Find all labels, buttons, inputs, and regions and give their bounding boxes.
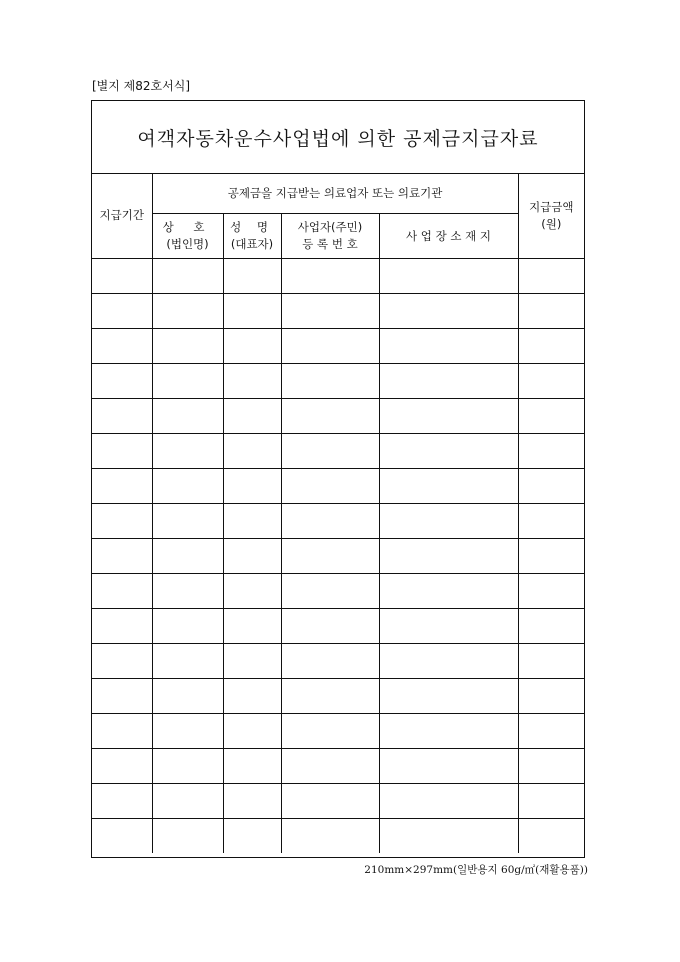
cell-regno[interactable] <box>281 399 379 434</box>
cell-trade-name[interactable] <box>152 259 223 294</box>
table-row <box>92 364 584 399</box>
table-row <box>92 399 584 434</box>
header-row-1 <box>92 173 584 214</box>
cell-name[interactable] <box>223 259 281 294</box>
cell-trade-name[interactable] <box>152 679 223 714</box>
cell-address[interactable] <box>379 644 518 679</box>
header-trade-name <box>152 214 223 259</box>
table-row <box>92 679 584 714</box>
cell-amount[interactable] <box>518 329 584 364</box>
cell-name[interactable] <box>223 644 281 679</box>
table-row <box>92 749 584 784</box>
cell-trade-name[interactable] <box>152 574 223 609</box>
cell-address[interactable] <box>379 539 518 574</box>
cell-name[interactable] <box>223 714 281 749</box>
cell-amount[interactable] <box>518 574 584 609</box>
payment-table <box>92 173 584 853</box>
cell-period[interactable] <box>92 539 152 574</box>
table-row <box>92 434 584 469</box>
cell-address[interactable] <box>379 364 518 399</box>
header-address: 사 업 장 소 재 지 <box>379 214 518 259</box>
cell-regno[interactable] <box>281 784 379 819</box>
cell-period[interactable] <box>92 679 152 714</box>
cell-period[interactable] <box>92 259 152 294</box>
cell-period[interactable] <box>92 714 152 749</box>
cell-trade-name[interactable] <box>152 819 223 854</box>
cell-period[interactable] <box>92 434 152 469</box>
cell-trade-name[interactable] <box>152 714 223 749</box>
cell-regno[interactable] <box>281 714 379 749</box>
cell-amount[interactable] <box>518 364 584 399</box>
paper-spec-note: 210mm×297mm(일반용지 60g/㎡(재활용품)) <box>364 864 588 876</box>
table-row <box>92 644 584 679</box>
cell-address[interactable] <box>379 504 518 539</box>
cell-trade-name[interactable] <box>152 644 223 679</box>
table-row <box>92 329 584 364</box>
cell-amount[interactable] <box>518 679 584 714</box>
cell-regno[interactable] <box>281 819 379 854</box>
cell-name[interactable] <box>223 784 281 819</box>
cell-address[interactable] <box>379 469 518 504</box>
table-row <box>92 259 584 294</box>
cell-regno[interactable] <box>281 574 379 609</box>
table-row <box>92 574 584 609</box>
cell-amount[interactable] <box>518 784 584 819</box>
table-row <box>92 819 584 854</box>
cell-name[interactable] <box>223 749 281 784</box>
title-box <box>92 101 584 174</box>
cell-amount[interactable] <box>518 819 584 854</box>
cell-period[interactable] <box>92 574 152 609</box>
cell-address[interactable] <box>379 609 518 644</box>
cell-regno[interactable] <box>281 259 379 294</box>
cell-amount[interactable] <box>518 469 584 504</box>
cell-trade-name[interactable] <box>152 504 223 539</box>
cell-regno[interactable] <box>281 294 379 329</box>
table-row <box>92 469 584 504</box>
table-row <box>92 504 584 539</box>
cell-address[interactable] <box>379 259 518 294</box>
cell-period[interactable] <box>92 609 152 644</box>
cell-period[interactable] <box>92 644 152 679</box>
cell-regno[interactable] <box>281 329 379 364</box>
cell-amount[interactable] <box>518 294 584 329</box>
cell-amount[interactable] <box>518 399 584 434</box>
cell-name[interactable] <box>223 574 281 609</box>
cell-address[interactable] <box>379 434 518 469</box>
form-title: 여객자동차운수사업법에 의한 공제금지급자료 <box>137 127 539 150</box>
cell-address[interactable] <box>379 679 518 714</box>
cell-trade-name[interactable] <box>152 399 223 434</box>
cell-period[interactable] <box>92 784 152 819</box>
cell-regno[interactable] <box>281 539 379 574</box>
cell-trade-name[interactable] <box>152 294 223 329</box>
cell-regno[interactable] <box>281 364 379 399</box>
cell-name[interactable] <box>223 364 281 399</box>
cell-regno[interactable] <box>281 679 379 714</box>
header-amount-line1: 지급금액 <box>529 199 574 214</box>
cell-name[interactable] <box>223 679 281 714</box>
cell-trade-name[interactable] <box>152 469 223 504</box>
header-trade-name-line1: 상 호 <box>162 220 213 234</box>
cell-name[interactable] <box>223 539 281 574</box>
cell-amount[interactable] <box>518 434 584 469</box>
cell-period[interactable] <box>92 819 152 854</box>
form-frame <box>91 100 585 858</box>
header-name <box>223 214 281 259</box>
cell-address[interactable] <box>379 784 518 819</box>
cell-amount[interactable] <box>518 259 584 294</box>
cell-period[interactable] <box>92 399 152 434</box>
cell-address[interactable] <box>379 749 518 784</box>
cell-amount[interactable] <box>518 749 584 784</box>
cell-amount[interactable] <box>518 714 584 749</box>
cell-trade-name[interactable] <box>152 609 223 644</box>
cell-period[interactable] <box>92 469 152 504</box>
header-recipient-group: 공제금을 지급받는 의료업자 또는 의료기관 <box>152 173 518 214</box>
cell-name[interactable] <box>223 819 281 854</box>
cell-address[interactable] <box>379 329 518 364</box>
table-row <box>92 609 584 644</box>
cell-regno[interactable] <box>281 504 379 539</box>
cell-period[interactable] <box>92 364 152 399</box>
cell-regno[interactable] <box>281 644 379 679</box>
header-trade-name-line2: (법인명) <box>166 237 209 251</box>
cell-regno[interactable] <box>281 609 379 644</box>
cell-amount[interactable] <box>518 644 584 679</box>
cell-name[interactable] <box>223 609 281 644</box>
header-row-2 <box>92 214 584 259</box>
cell-regno[interactable] <box>281 469 379 504</box>
form-number-label: [별지 제82호서식] <box>92 79 190 93</box>
cell-name[interactable] <box>223 294 281 329</box>
cell-address[interactable] <box>379 294 518 329</box>
cell-name[interactable] <box>223 469 281 504</box>
cell-name[interactable] <box>223 434 281 469</box>
cell-trade-name[interactable] <box>152 329 223 364</box>
cell-amount[interactable] <box>518 609 584 644</box>
cell-trade-name[interactable] <box>152 749 223 784</box>
cell-name[interactable] <box>223 504 281 539</box>
cell-period[interactable] <box>92 749 152 784</box>
header-amount-line2: (원) <box>541 216 562 231</box>
cell-amount[interactable] <box>518 504 584 539</box>
table-row <box>92 539 584 574</box>
table-row <box>92 294 584 329</box>
cell-name[interactable] <box>223 399 281 434</box>
cell-trade-name[interactable] <box>152 364 223 399</box>
cell-regno[interactable] <box>281 434 379 469</box>
cell-period[interactable] <box>92 294 152 329</box>
cell-address[interactable] <box>379 714 518 749</box>
cell-address[interactable] <box>379 399 518 434</box>
cell-period[interactable] <box>92 329 152 364</box>
header-name-line1: 성 명 <box>230 220 274 234</box>
cell-period[interactable] <box>92 504 152 539</box>
cell-trade-name[interactable] <box>152 434 223 469</box>
header-amount <box>518 173 584 259</box>
table-row <box>92 714 584 749</box>
header-regno-line2: 등 록 번 호 <box>302 237 358 251</box>
cell-trade-name[interactable] <box>152 784 223 819</box>
header-period: 지급기간 <box>92 173 152 259</box>
table-row <box>92 784 584 819</box>
cell-amount[interactable] <box>518 539 584 574</box>
header-regno <box>281 214 379 259</box>
cell-name[interactable] <box>223 329 281 364</box>
cell-address[interactable] <box>379 819 518 854</box>
cell-regno[interactable] <box>281 749 379 784</box>
header-regno-line1: 사업자(주민) <box>297 220 363 234</box>
cell-address[interactable] <box>379 574 518 609</box>
header-name-line2: (대표자) <box>230 237 274 251</box>
cell-trade-name[interactable] <box>152 539 223 574</box>
